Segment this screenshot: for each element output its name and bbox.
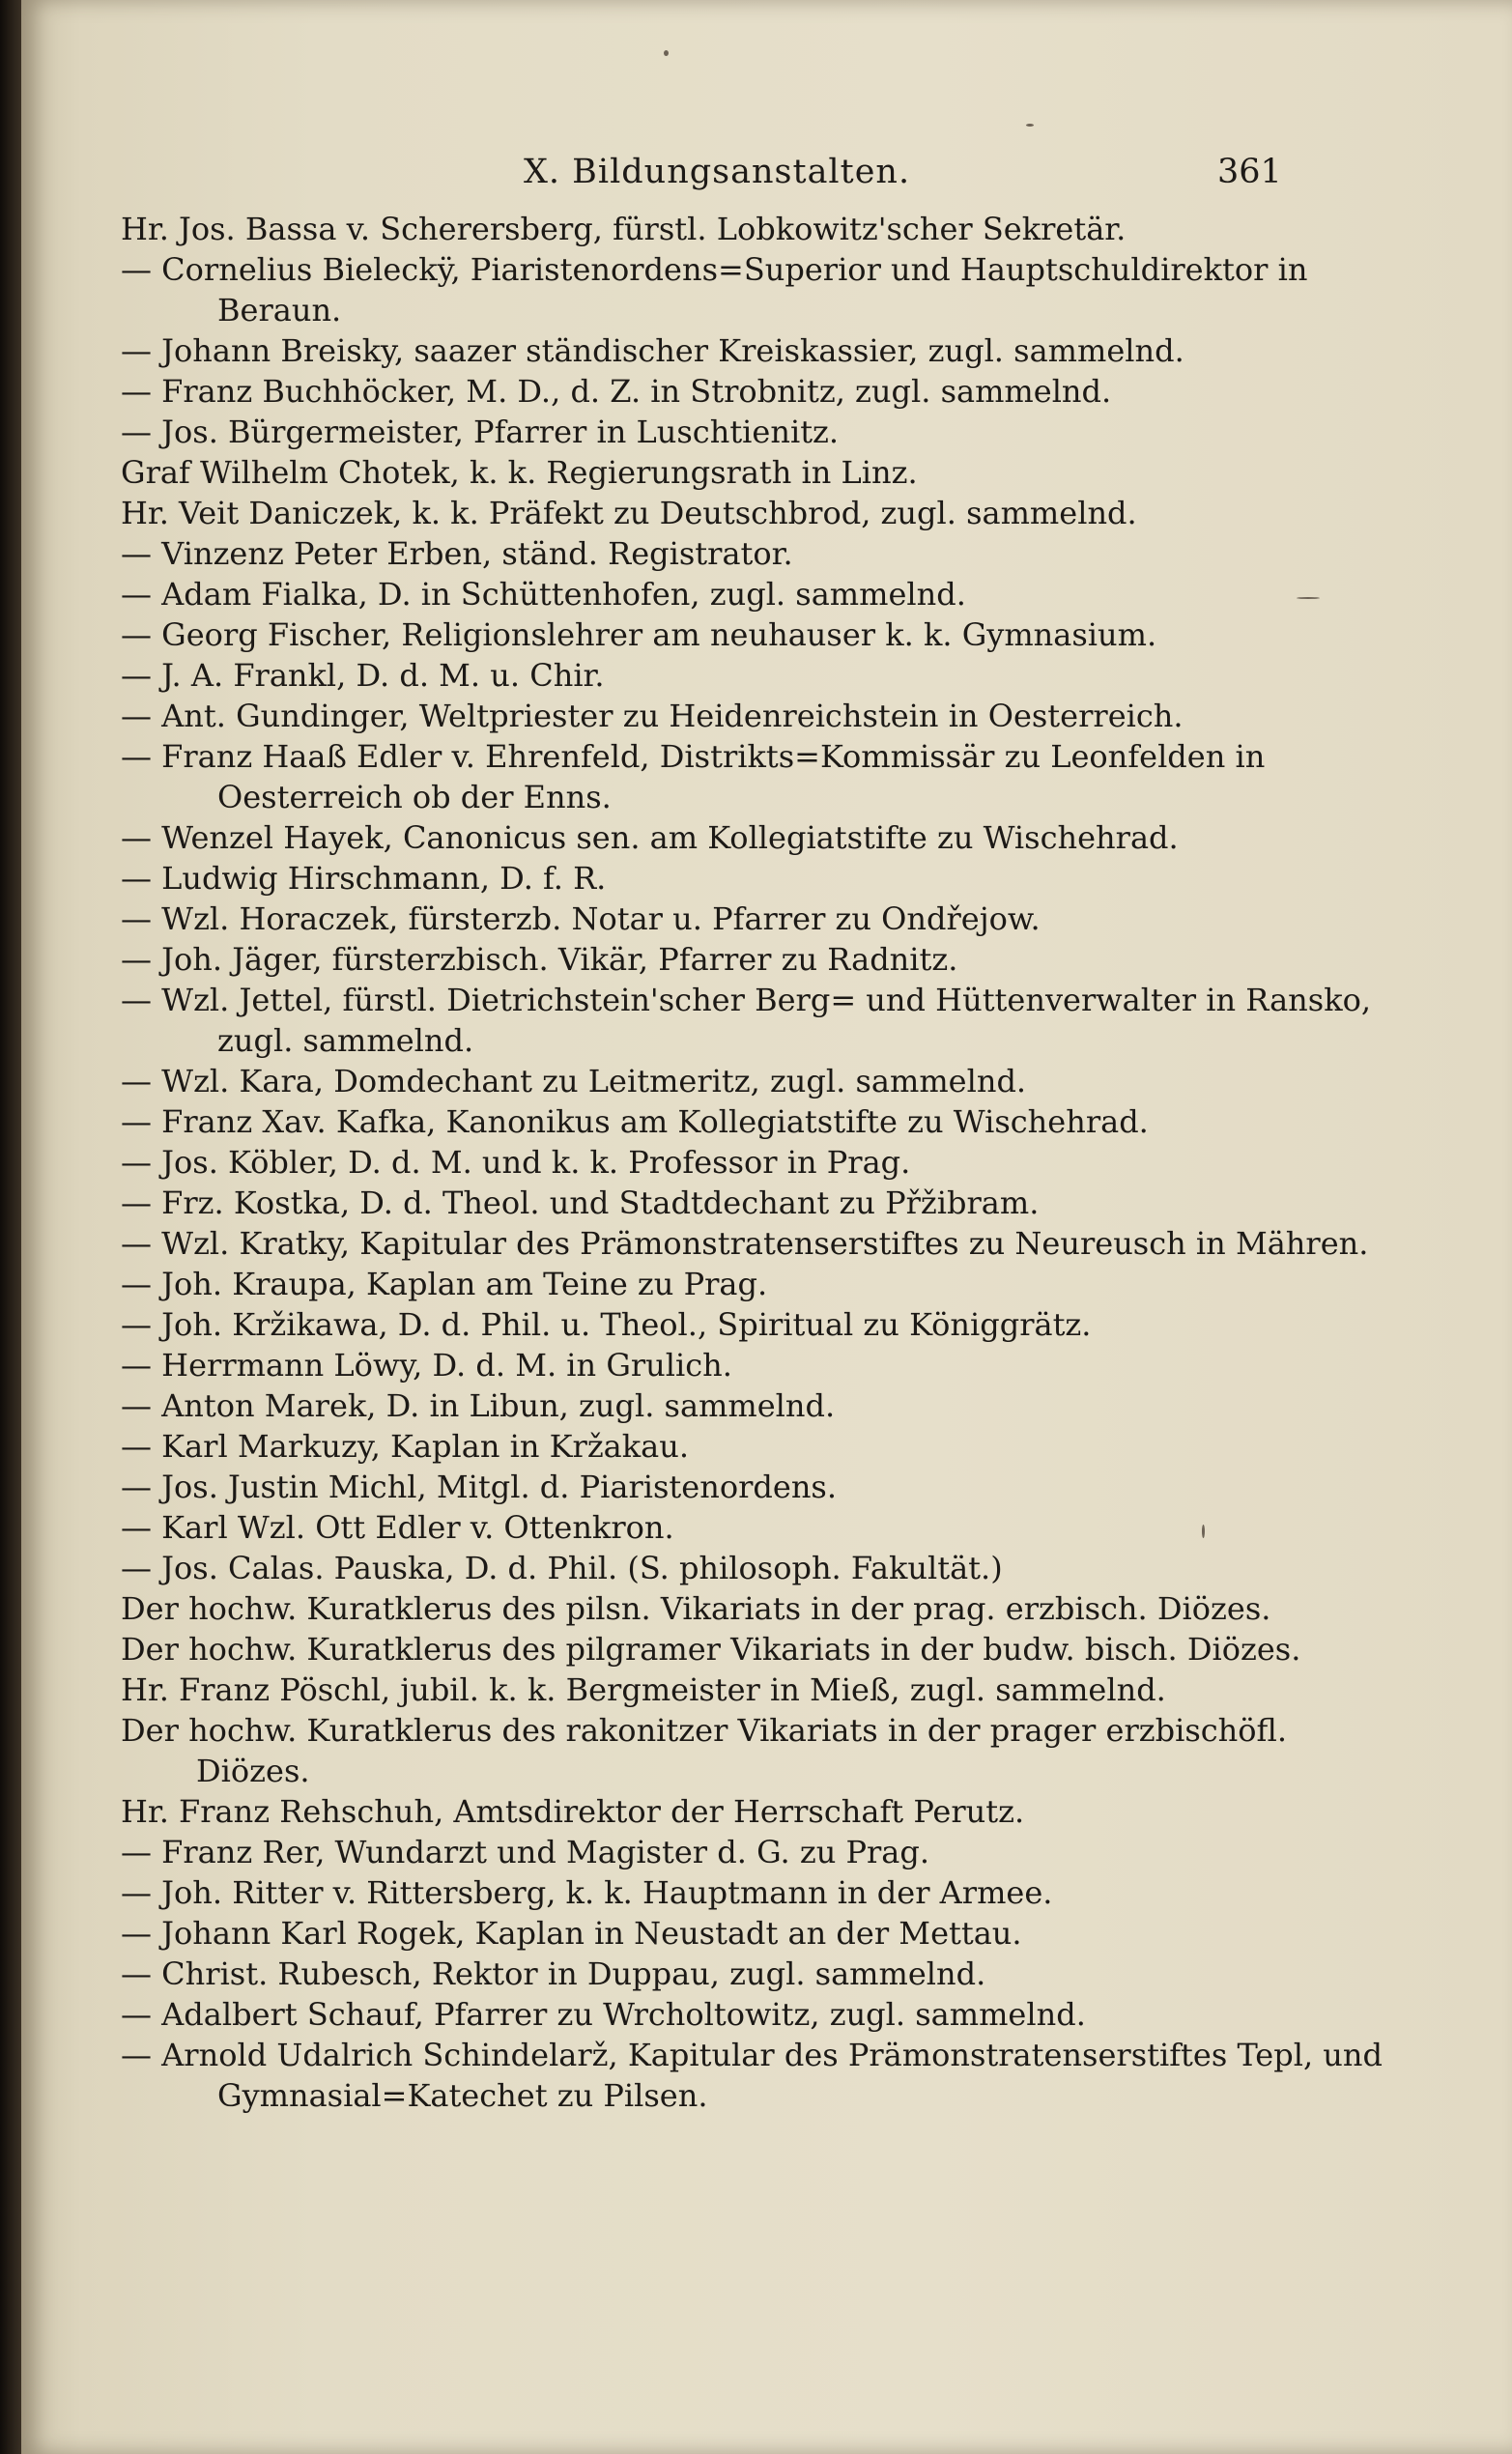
list-entry: — Karl Wzl. Ott Edler v. Ottenkron. [121,1509,674,1546]
list-entry: — Wzl. Kratky, Kapitular des Prämonstratenserstiftes zu Neureusch in Mähren. [121,1225,1369,1262]
list-entry: — Herrmann Löwy, D. d. M. in Grulich. [121,1347,732,1384]
list-entry: — Frz. Kostka, D. d. Theol. und Stadtdechant zu Přžibram. [121,1184,1040,1221]
list-entry: — Adam Fialka, D. in Schüttenhofen, zugl. sammelnd. [121,576,966,613]
list-entry: Hr. Jos. Bassa v. Scherersberg, fürstl. Lobkowitz'scher Sekretär. [121,211,1127,247]
list-entry: — Jos. Justin Michl, Mitgl. d. Piaristenordens. [121,1469,838,1505]
list-entry: — Jos. Köbler, D. d. M. und k. k. Professor in Prag. [121,1144,911,1181]
page-number: 361 [1217,153,1282,191]
list-entry: — Joh. Kržikawa, D. d. Phil. u. Theol., Spiritual zu Königgrätz. [121,1306,1092,1343]
paper-speck [1297,597,1320,599]
list-entry: — Karl Markuzy, Kaplan in Kržakau. [121,1428,689,1465]
list-entry: — Wzl. Horaczek, fürsterzb. Notar u. Pfarrer zu Ondřejow. [121,900,1041,937]
list-entry: — Arnold Udalrich Schindelarž, Kapitular des Prämonstratenserstiftes Tepl, und Gymnasial=Katechet zu Pilsen. [121,2037,1383,2114]
paper-speck [1202,1525,1205,1538]
paper-speck [664,50,669,56]
book-page [21,0,1512,2454]
list-entry: — Georg Fischer, Religionslehrer am neuhauser k. k. Gymnasium. [121,616,1157,653]
section-title: X. Bildungsanstalten. [524,153,911,191]
list-entry: Graf Wilhelm Chotek, k. k. Regierungsrath in Linz. [121,454,918,491]
subscriber-list [21,209,1512,2116]
running-head [21,153,1512,201]
list-entry: — Christ. Rubesch, Rektor in Duppau, zugl. sammelnd. [121,1955,986,1992]
list-entry: — Johann Karl Rogek, Kaplan in Neustadt an der Mettau. [121,1915,1022,1952]
list-entry: — J. A. Frankl, D. d. M. u. Chir. [121,657,605,694]
paper-speck [1026,124,1034,127]
list-entry: — Joh. Kraupa, Kaplan am Teine zu Prag. [121,1266,768,1302]
list-entry: — Anton Marek, D. in Libun, zugl. sammelnd. [121,1387,836,1424]
list-entry: — Joh. Ritter v. Rittersberg, k. k. Hauptmann in der Armee. [121,1874,1053,1911]
list-entry: — Johann Breisky, saazer ständischer Kreiskassier, zugl. sammelnd. [121,332,1184,369]
list-entry: — Adalbert Schauf, Pfarrer zu Wrcholtowitz, zugl. sammelnd. [121,1996,1086,2033]
list-entry: Der hochw. Kuratklerus des rakonitzer Vikariats in der prager erzbischöfl. Diözes. [121,1712,1288,1789]
list-entry: — Joh. Jäger, fürsterzbisch. Vikär, Pfarrer zu Radnitz. [121,941,958,978]
list-entry: Hr. Veit Daniczek, k. k. Präfekt zu Deutschbrod, zugl. sammelnd. [121,495,1137,531]
list-entry: — Franz Rer, Wundarzt und Magister d. G. zu Prag. [121,1834,930,1870]
list-entry: Der hochw. Kuratklerus des pilgramer Vikariats in der budw. bisch. Diözes. [121,1631,1301,1668]
list-entry: — Jos. Bürgermeister, Pfarrer in Luschtienitz. [121,414,840,450]
list-entry: Hr. Franz Rehschuh, Amtsdirektor der Herrschaft Perutz. [121,1793,1025,1830]
list-entry: — Ant. Gundinger, Weltpriester zu Heidenreichstein in Oesterreich. [121,698,1184,734]
list-entry: — Wzl. Jettel, fürstl. Dietrichstein'scher Berg= und Hüttenverwalter in Ransko, zugl. sammelnd. [121,982,1372,1059]
list-entry: — Jos. Calas. Pauska, D. d. Phil. (S. philosoph. Fakultät.) [121,1550,1003,1586]
list-entry: — Vinzenz Peter Erben, ständ. Registrator. [121,535,793,572]
list-entry: Hr. Franz Pöschl, jubil. k. k. Bergmeister in Mieß, zugl. sammelnd. [121,1671,1166,1708]
list-entry: — Cornelius Bieleckÿ, Piaristenordens=Superior und Hauptschuldirektor in Beraun. [121,251,1308,328]
list-entry: — Franz Xav. Kafka, Kanonikus am Kollegiatstifte zu Wischehrad. [121,1103,1149,1140]
list-entry: — Franz Haaß Edler v. Ehrenfeld, Distrikts=Kommissär zu Leonfelden in Oesterreich ob der Enns. [121,738,1266,815]
list-entry: — Wzl. Kara, Domdechant zu Leitmeritz, zugl. sammelnd. [121,1063,1027,1099]
list-entry: — Wenzel Hayek, Canonicus sen. am Kollegiatstifte zu Wischehrad. [121,819,1179,856]
list-entry: — Franz Buchhöcker, M. D., d. Z. in Strobnitz, zugl. sammelnd. [121,373,1112,410]
binding-shadow [0,0,21,2454]
list-entry: — Ludwig Hirschmann, D. f. R. [121,860,607,897]
list-entry: Der hochw. Kuratklerus des pilsn. Vikariats in der prag. erzbisch. Diözes. [121,1590,1271,1627]
